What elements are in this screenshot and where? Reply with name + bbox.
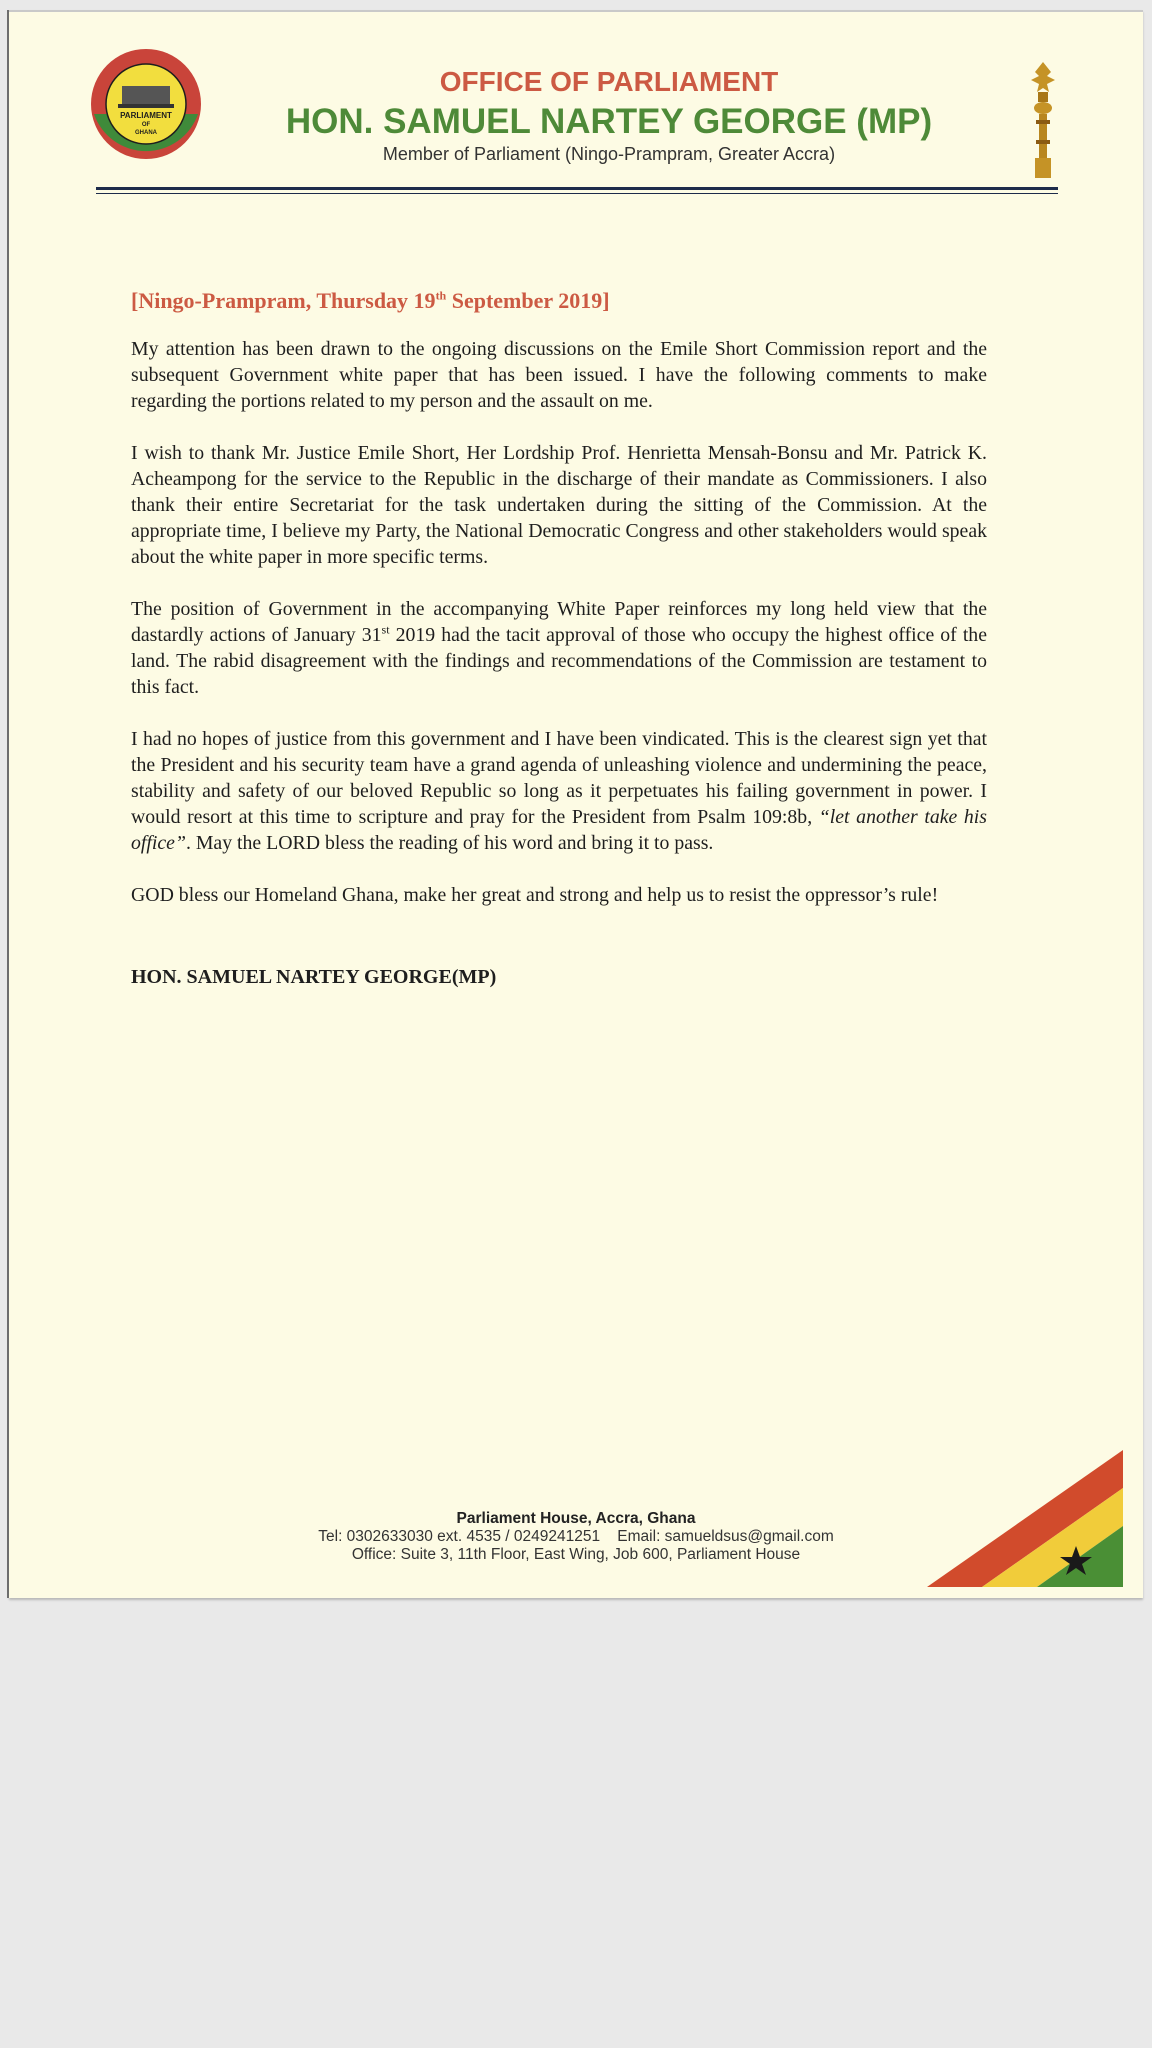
paragraph-1: My attention has been drawn to the ongoing discussions on the Emile Short Commission report and the subsequent Government white paper that has been issued. I have the following comments to make regarding the portions related to my person and the assault on me. xyxy=(131,338,987,412)
header-rule xyxy=(96,187,1058,190)
scripture-quote: “let another take his office” xyxy=(131,806,988,854)
letter-page xyxy=(9,10,1143,1598)
paragraph-2: I wish to thank Mr. Justice Emile Short, Her Lordship Prof. Henrietta Mensah-Bonsu and Mr. Patrick K. Acheampong for the service to the Republic in the discharge of their mandate as Commissioners. I also thank their entire Secretariat for the task undertaken during the sitting of the Commission. At the appropriate time, I believe my Party, the National Democratic Congress and other stakeholders would speak about the white paper in more specific terms. xyxy=(131,442,987,568)
seal-text-3: GHANA xyxy=(135,130,157,136)
seal-text-2: OF xyxy=(141,122,151,128)
dateline: [Ningo-Prampram, Thursday 19th September 2019] xyxy=(131,288,610,313)
header-rule-thin xyxy=(96,193,1058,194)
ghana-flag-corner-icon xyxy=(927,1450,1123,1587)
footer-address: Parliament House, Accra, Ghana xyxy=(456,1510,696,1527)
paragraph-5: GOD bless our Homeland Ghana, make her great and strong and help us to resist the oppressor’s rule! xyxy=(131,884,939,906)
footer-office: Office: Suite 3, 11th Floor, East Wing, Job 600, Parliament House xyxy=(351,1546,801,1563)
page-top-edge xyxy=(9,10,1143,12)
letter-body xyxy=(131,280,987,990)
constituency-subtitle: Member of Parliament (Ningo-Prampram, Greater Accra) xyxy=(382,144,836,164)
mp-name-heading: HON. SAMUEL NARTEY GEORGE (MP) xyxy=(285,102,933,141)
paragraph-4: I had no hopes of justice from this government and I have been vindicated. This is the clearest sign yet that the President and his security team have a grand agenda of unleashing violence and undermining the peace, stability and safety of our beloved Republic so long as it perpetuates his failing government in power. I would resort at this time to scripture and pray for the President from Psalm 109:8b, “let another take his office”. May the LORD bless the reading of his word and bring it to pass. xyxy=(131,728,988,854)
paragraph-3: The position of Government in the accompanying White Paper reinforces my long held view that the dastardly actions of January 31st 2019 had the tacit approval of those who occupy the highest office of the land. The rabid disagreement with the findings and recommendations of the Commission are testament to this fact. xyxy=(131,598,987,698)
seal-text-1: PARLIAMENT xyxy=(120,111,172,120)
signature: HON. SAMUEL NARTEY GEORGE(MP) xyxy=(131,966,497,988)
footer-contact: Tel: 0302633030 ext. 4535 / 0249241251 Email: samueldsus@gmail.com xyxy=(318,1528,834,1545)
office-heading: OFFICE OF PARLIAMENT xyxy=(439,66,779,97)
mace-icon xyxy=(1021,58,1065,180)
